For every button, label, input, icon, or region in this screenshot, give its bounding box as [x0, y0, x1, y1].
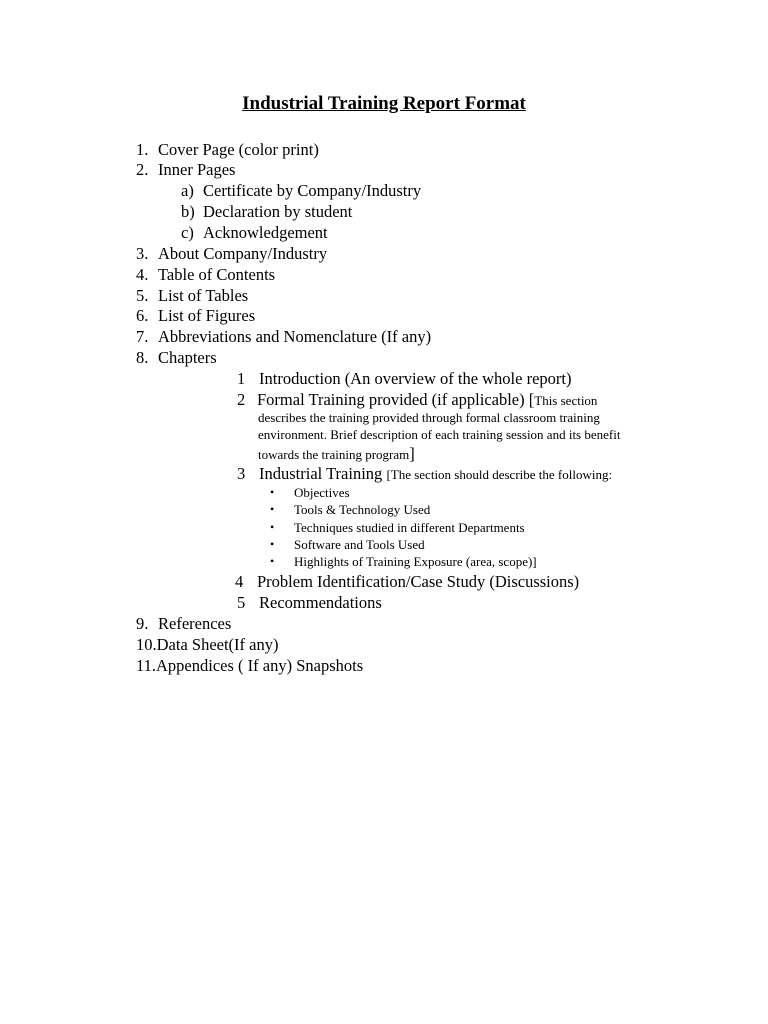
bullet-icon: •: [270, 554, 275, 568]
bullet-icon: •: [270, 520, 275, 534]
chapter-text: [259, 466, 612, 483]
item-text: Inner Pages: [158, 160, 236, 179]
chapter-description: This section: [534, 393, 598, 408]
sub-list-item: [181, 223, 328, 242]
chapter-item: [237, 593, 382, 612]
item-text: List of Tables: [158, 286, 249, 305]
item-number: 9.: [136, 614, 149, 633]
list-item: [136, 265, 276, 284]
chapter-number: 4: [235, 572, 244, 591]
list-item: [136, 658, 363, 675]
chapter-title: Formal Training provided (if applicable) [: [257, 390, 535, 409]
chapter-text: Recommendations: [259, 593, 382, 612]
item-text: Chapters: [158, 348, 217, 367]
chapter-item: [237, 390, 598, 409]
chapter-title: Industrial Training: [259, 464, 383, 483]
bullet-text: Techniques studied in different Departments: [294, 520, 525, 535]
chapter-text: Introduction (An overview of the whole report): [259, 369, 572, 388]
bullet-text: Objectives: [294, 485, 350, 500]
closing-bracket: ]: [409, 444, 415, 463]
chapter-number: 2: [237, 390, 246, 409]
item-number: 10.: [136, 635, 157, 654]
item-text: Appendices ( If any) Snapshots: [156, 656, 364, 675]
sub-list-item: [181, 181, 422, 200]
bullet-text: Highlights of Training Exposure (area, scope)]: [294, 554, 537, 569]
chapter-item: [237, 464, 613, 483]
bullet-icon: •: [270, 537, 275, 551]
bullet-text: Software and Tools Used: [294, 537, 425, 552]
list-item: [136, 614, 232, 633]
chapter-number: 1: [237, 369, 246, 388]
item-text: Table of Contents: [158, 265, 276, 284]
chapter-item: [235, 572, 580, 591]
sub-item-letter: b): [181, 202, 195, 221]
item-number: 11.: [136, 656, 157, 675]
item-number: 4.: [136, 265, 149, 284]
sub-item-letter: a): [181, 181, 194, 200]
item-number: 3.: [136, 244, 149, 263]
item-text: Abbreviations and Nomenclature (If any): [158, 327, 432, 346]
sub-item-text: Acknowledgement: [203, 223, 328, 242]
list-item: [136, 160, 236, 179]
page-title: Industrial Training Report Format: [242, 93, 526, 114]
list-item: [136, 327, 432, 346]
chapter-description-line: environment. Brief description of each training session and its benefit: [258, 427, 621, 442]
item-number: 6.: [136, 306, 149, 325]
list-item: [136, 286, 249, 305]
chapter-text: [257, 392, 597, 409]
item-text: Cover Page (color print): [158, 140, 319, 159]
list-item: [136, 140, 319, 159]
item-number: 1.: [136, 140, 149, 159]
sub-item-text: Declaration by student: [203, 202, 353, 221]
chapter-description-text: towards the training program: [258, 447, 410, 462]
chapter-text: Problem Identification/Case Study (Discussions): [257, 572, 580, 591]
chapter-number: 5: [237, 593, 246, 612]
item-text: References: [158, 614, 232, 633]
chapter-description-line: [258, 446, 415, 463]
list-item: [136, 244, 328, 263]
chapter-description: [The section should describe the following:: [386, 467, 613, 482]
bullet-text: Tools & Technology Used: [294, 502, 431, 517]
list-item: [136, 306, 256, 325]
sub-list-item: [181, 202, 353, 221]
item-text: About Company/Industry: [158, 244, 328, 263]
item-text: Data Sheet(If any): [156, 635, 279, 654]
chapter-item: [237, 369, 572, 388]
item-text: List of Figures: [158, 306, 256, 325]
bullet-icon: •: [270, 502, 275, 516]
item-number: 8.: [136, 348, 149, 367]
list-item: [136, 637, 278, 654]
item-number: 5.: [136, 286, 149, 305]
item-number: 7.: [136, 327, 149, 346]
sub-item-text: Certificate by Company/Industry: [203, 181, 422, 200]
chapter-description-line: describes the training provided through formal classroom training: [258, 410, 600, 425]
item-number: 2.: [136, 160, 149, 179]
bullet-icon: •: [270, 485, 275, 499]
sub-item-letter: c): [181, 223, 194, 242]
chapter-number: 3: [237, 464, 246, 483]
list-item: [136, 348, 217, 367]
